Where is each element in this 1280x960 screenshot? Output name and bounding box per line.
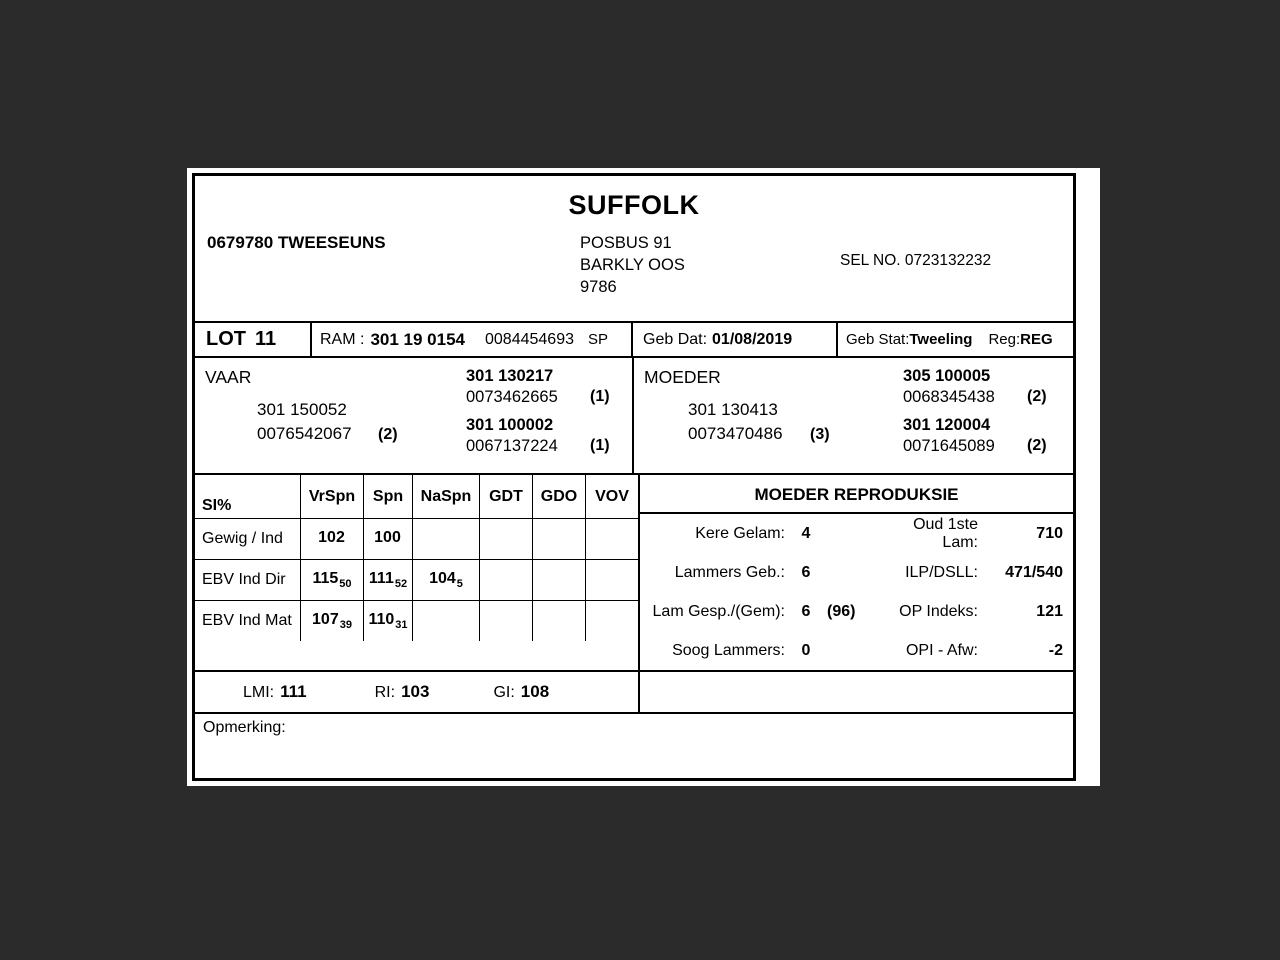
si-header-spn: Spn xyxy=(364,475,413,519)
si-cell xyxy=(364,519,413,560)
table-row xyxy=(195,601,638,642)
sire-dam-identity xyxy=(466,415,558,457)
si-accuracy: 39 xyxy=(339,619,352,632)
si-cell xyxy=(301,601,364,642)
repro-rows xyxy=(640,514,1073,670)
repro-right-value: 471/540 xyxy=(1005,563,1063,581)
repro-row xyxy=(640,631,1073,670)
repro-left-value: 0 xyxy=(801,641,811,659)
sire-dam-progeny-count: (1) xyxy=(590,437,610,454)
si-cell xyxy=(533,519,586,560)
cell-number: SEL NO. 0723132232 xyxy=(840,252,992,269)
repro-left-label: Lammers Geb.: xyxy=(674,563,785,581)
dam-sire-number: 305 100005 xyxy=(903,367,991,385)
table-row xyxy=(195,560,638,601)
si-row-label: EBV Ind Mat xyxy=(195,601,301,642)
repro-right-value: 710 xyxy=(1036,524,1063,542)
sire-number: 301 150052 xyxy=(257,400,347,419)
si-header-vov: VOV xyxy=(586,475,639,519)
si-header-naspn: NaSpn xyxy=(413,475,480,519)
dam-panel xyxy=(634,358,1073,473)
index-gi xyxy=(493,682,549,702)
page-sheet xyxy=(187,168,1100,786)
index-gi-value: 108 xyxy=(520,682,550,701)
index-lmi-value: 111 xyxy=(280,682,307,701)
dam-number: 301 130413 xyxy=(688,400,778,419)
si-table-wrapper xyxy=(195,475,640,670)
si-cell xyxy=(301,519,364,560)
dam-sire-progeny-count: (2) xyxy=(1027,388,1047,405)
lot-number: 11 xyxy=(255,328,277,350)
sire-progeny-count: (2) xyxy=(378,426,398,443)
index-lmi xyxy=(243,682,307,702)
si-accuracy: 50 xyxy=(339,578,352,591)
sire-sire-tag: 0073462665 xyxy=(466,388,558,406)
sire-sire-progeny-count: (1) xyxy=(590,388,610,405)
index-lmi-label: LMI: xyxy=(243,684,275,701)
dam-reproduction-panel xyxy=(640,475,1073,670)
repro-right-label: Oud 1ste Lam: xyxy=(913,515,978,551)
pedigree-section xyxy=(195,358,1073,475)
postal-address xyxy=(580,232,685,298)
repro-row xyxy=(640,553,1073,592)
repro-row xyxy=(640,592,1073,631)
remark-label: Opmerking: xyxy=(203,719,286,736)
lot-identification-row xyxy=(195,323,1073,358)
sire-sire-number: 301 130217 xyxy=(466,367,554,385)
si-cell xyxy=(364,560,413,601)
si-cell xyxy=(413,519,480,560)
repro-left-value: 6 xyxy=(801,563,811,581)
dam-dam-tag: 0071645089 xyxy=(903,437,995,455)
repro-right-label: OP Indeks: xyxy=(899,602,978,620)
sire-dam-tag: 0067137224 xyxy=(466,437,558,455)
dam-sire-identity xyxy=(903,366,995,408)
reg-value: REG xyxy=(1020,331,1053,348)
index-row xyxy=(195,672,1073,712)
si-cell xyxy=(480,560,533,601)
owner-line xyxy=(207,233,386,253)
address-line-1: POSBUS 91 xyxy=(580,234,672,252)
index-ri-label: RI: xyxy=(374,684,396,701)
owner-name: TWEESEUNS xyxy=(277,233,386,252)
sire-identity xyxy=(257,398,352,446)
si-value: 100 xyxy=(374,528,401,546)
si-accuracy: 52 xyxy=(394,578,408,591)
si-cell xyxy=(586,560,639,601)
repro-left-value: 4 xyxy=(801,524,811,542)
si-cell xyxy=(480,601,533,642)
si-cell xyxy=(413,560,480,601)
si-header-vrspn: VrSpn xyxy=(301,475,364,519)
si-value: 111 xyxy=(368,569,394,587)
si-value: 115 xyxy=(312,569,339,587)
si-header-label: SI% xyxy=(195,475,301,519)
si-cell xyxy=(301,560,364,601)
lot-label: LOT xyxy=(206,328,246,350)
repro-right-value: 121 xyxy=(1036,602,1063,620)
repro-right-label: ILP/DSLL: xyxy=(905,563,978,581)
dam-sire-tag: 0068345438 xyxy=(903,388,995,406)
ram-tag: 0084454693 xyxy=(485,330,574,348)
sire-panel xyxy=(195,358,634,473)
si-cell xyxy=(413,601,480,642)
address-line-2: BARKLY OOS xyxy=(580,256,685,274)
birth-date-label: Geb Dat: xyxy=(643,330,708,348)
index-gi-label: GI: xyxy=(493,684,515,701)
ram-cell xyxy=(312,323,633,356)
si-header-gdt: GDT xyxy=(480,475,533,519)
dam-dam-number: 301 120004 xyxy=(903,416,991,434)
si-cell xyxy=(586,601,639,642)
dam-progeny-count: (3) xyxy=(810,426,830,443)
repro-right-value: -2 xyxy=(1048,641,1063,659)
si-cell xyxy=(533,601,586,642)
birth-status-value: Tweeling xyxy=(909,331,973,348)
si-cell xyxy=(586,519,639,560)
repro-title: MOEDER REPRODUKSIE xyxy=(640,475,1073,514)
breed-title: SUFFOLK xyxy=(568,190,700,220)
birth-date-cell xyxy=(633,323,838,356)
sire-dam-number: 301 100002 xyxy=(466,416,554,434)
birth-status-label: Geb Stat: xyxy=(846,331,910,348)
table-row xyxy=(195,519,638,560)
si-value: 102 xyxy=(318,528,345,546)
sire-tag: 0076542067 xyxy=(257,424,352,443)
address-line-3: 9786 xyxy=(580,278,617,296)
card-header xyxy=(195,176,1073,323)
si-table xyxy=(195,475,638,641)
sire-sire-identity xyxy=(466,366,558,408)
repro-left-label: Lam Gesp./(Gem): xyxy=(652,602,785,620)
sire-title: VAAR xyxy=(205,367,252,387)
si-cell xyxy=(533,560,586,601)
reg-label: Reg: xyxy=(988,331,1021,348)
repro-left-extra: (96) xyxy=(827,602,856,620)
owner-number: 0679780 xyxy=(207,233,274,252)
index-ri xyxy=(375,682,430,702)
repro-left-label: Soog Lammers: xyxy=(672,641,785,659)
birth-status-cell xyxy=(838,323,1073,356)
si-header-gdo: GDO xyxy=(533,475,586,519)
si-cell xyxy=(480,519,533,560)
dam-title: MOEDER xyxy=(644,367,721,387)
repro-left-value: 6 xyxy=(801,602,811,620)
remark-section xyxy=(195,712,1073,807)
performance-section xyxy=(195,475,1073,672)
animal-catalogue-card xyxy=(192,173,1076,781)
dam-dam-identity xyxy=(903,415,995,457)
ram-number: 301 19 0154 xyxy=(370,329,465,349)
index-ri-value: 103 xyxy=(401,682,430,701)
si-cell xyxy=(364,601,413,642)
si-accuracy: 5 xyxy=(456,578,463,591)
index-values xyxy=(195,672,640,712)
dam-tag: 0073470486 xyxy=(688,424,783,443)
ram-sp-code: SP xyxy=(587,331,608,348)
birth-date-value: 01/08/2019 xyxy=(712,330,793,348)
si-value: 104 xyxy=(429,569,456,587)
si-accuracy: 31 xyxy=(395,619,408,632)
ram-label: RAM : xyxy=(320,330,365,348)
repro-right-label: OPI - Afw: xyxy=(905,641,978,659)
repro-row xyxy=(640,514,1073,553)
lot-cell xyxy=(195,323,312,356)
si-value: 110 xyxy=(368,610,395,628)
table-header-row xyxy=(195,475,638,519)
si-row-label: EBV Ind Dir xyxy=(195,560,301,601)
repro-left-label: Kere Gelam: xyxy=(695,524,785,542)
si-value: 107 xyxy=(312,610,339,628)
si-row-label: Gewig / Ind xyxy=(195,519,301,560)
dam-dam-progeny-count: (2) xyxy=(1027,437,1047,454)
dam-identity xyxy=(688,398,783,446)
